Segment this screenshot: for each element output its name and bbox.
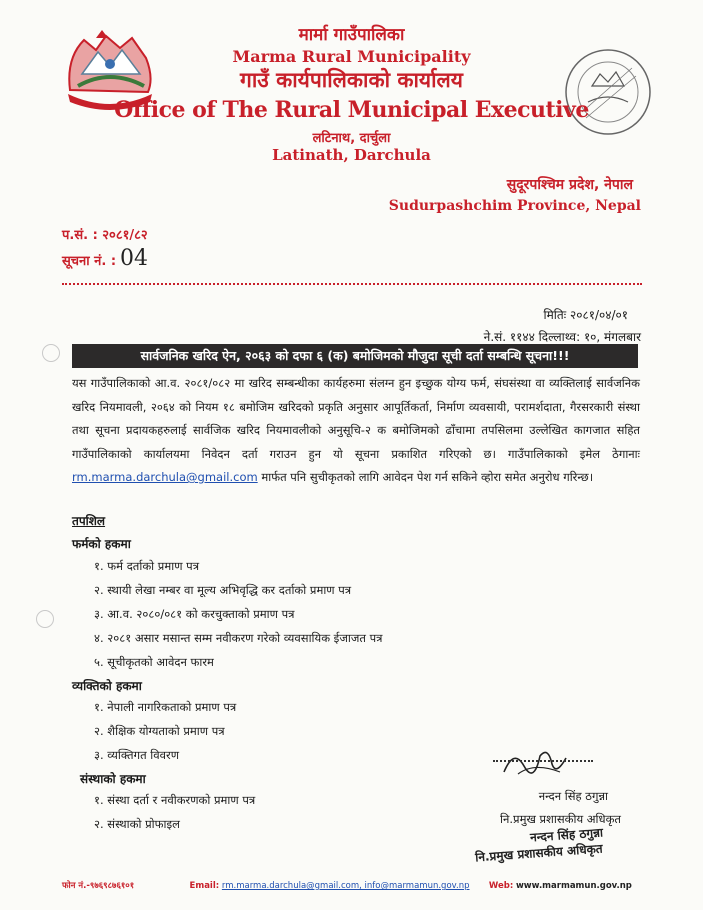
schedule-title: तपशिल	[72, 514, 106, 528]
list-item: ३. आ.व. २०८०/०८१ को करचुक्ताको प्रमाण पत्र	[94, 607, 295, 621]
list-item: ४. २०८१ असार मसान्त सम्म नवीकरण गरेको व्यवसायिक ईजाजत पत्र	[94, 631, 383, 645]
location-nepali: लटिनाथ, दार्चुला	[312, 131, 391, 146]
signature-line	[493, 760, 593, 762]
dotted-divider	[62, 283, 642, 285]
footer-phone: ९७६९८७६१०१	[89, 881, 135, 891]
office-name-english: Office of The Rural Municipal Executive	[114, 97, 589, 123]
footer-web-label: Web:	[488, 881, 514, 891]
punch-hole	[42, 344, 60, 362]
notice-number-value: 04	[120, 246, 149, 271]
list-item: १. संस्था दर्ता र नवीकरणको प्रमाण पत्र	[94, 793, 256, 807]
email-link[interactable]: rm.marma.darchula@gmail.com	[72, 470, 258, 484]
punch-hole	[36, 610, 54, 628]
reference-number: प.सं. : २०८१/८२	[62, 228, 148, 243]
municipality-name-nepali: मार्मा गाउँपालिका	[298, 25, 405, 45]
list-item: ५. सूचीकृतको आवेदन फारम	[94, 655, 214, 669]
location-english: Latinath, Darchula	[272, 146, 431, 164]
organization-heading: संस्थाको हकमा	[80, 772, 146, 786]
footer	[62, 880, 662, 891]
municipality-name-english: Marma Rural Municipality	[232, 47, 471, 66]
notice-number-row	[62, 246, 148, 271]
footer-phone-label: फोन नं.-	[62, 881, 90, 891]
stamp-title: नि.प्रमुख प्रशासकीय अधिकृत	[474, 841, 604, 865]
list-item: १. नेपाली नागरिकताको प्रमाण पत्र	[94, 700, 237, 714]
footer-email-label: Email:	[189, 881, 220, 891]
list-item: २. शैक्षिक योग्यताको प्रमाण पत्र	[94, 724, 225, 738]
date-line: मितिः २०८१/०४/०१	[543, 308, 628, 322]
nepal-sambat-date-line: ने.सं. ११४४ दिल्लाथ्व: १०, मंगलबार	[483, 330, 641, 344]
list-item: २. संस्थाको प्रोफाइल	[94, 817, 180, 831]
list-item: १. फर्म दर्ताको प्रमाण पत्र	[94, 559, 200, 573]
province-english: Sudurpashchim Province, Nepal	[388, 198, 641, 214]
footer-web[interactable]: www.marmamun.gov.np	[515, 881, 632, 891]
stamp-name: नन्दन सिंह ठगुन्ना	[529, 825, 604, 845]
signatory-title: नि.प्रमुख प्रशासकीय अधिकृत	[500, 812, 621, 826]
signatory-name: नन्दन सिंह ठगुन्ना	[538, 789, 608, 803]
signature-icon	[500, 742, 570, 782]
body-text-part2: मार्फत पनि सुचीकृतको लागि आवेदन पेश गर्न सकिने व्होरा समेत अनुरोध गरिन्छ।	[261, 470, 594, 484]
firm-heading: फर्मको हकमा	[72, 537, 131, 551]
individual-heading: व्यक्तिको हकमा	[72, 679, 142, 693]
body-text-part1: यस गाउँपालिकाको आ.व. २०८१/०८२ मा खरिद सम्बन्धीका कार्यहरुमा संलग्न हुन इच्छुक योग्य फर्म, संघसंस्था वा व्यक्तिलाई सार्वजनिक खरिद नियमावली, २०६४ को नियम १८ बमोजिम खरिदको प्रकृति अनुसार आपूर्तिकर्ता, निर्माण व्यवसायी, परामर्शदाता, गैरसरकारी संस्था तथा सूचना प्रदायकहरुलाई सार्वजिक खरिद नियमावलीको अनुसूचि-२ क बमोजिमको ढाँचामा तपसिलमा उल्लेखित कागजात सहित गाउँपालिकाको कार्यालयमा निवेदन दर्ता गराउन हुन यो सूचना प्रकाशित गरिएको छ। गाउँपालिकाको इमेल ठेगानाः	[72, 376, 640, 461]
province-nepali: सुदूरपश्चिम प्रदेश, नेपाल	[506, 177, 633, 193]
list-item: ३. व्यक्तिगत विवरण	[94, 748, 180, 762]
subject-banner: सार्वजनिक खरिद ऐन, २०६३ को दफा ६ (क) बमोजिमको मौजुदा सूची दर्ता सम्बन्धि सूचना!!!	[72, 344, 638, 368]
office-name-nepali: गाउँ कार्यपालिकाको कार्यालय	[240, 68, 463, 92]
footer-emails[interactable]: rm.marma.darchula@gmail.com, info@marmamun.gov.np	[221, 881, 470, 891]
notice-number-label: सूचना नं. :	[62, 254, 117, 269]
list-item: २. स्थायी लेखा नम्बर वा मूल्य अभिवृद्धि कर दर्ताको प्रमाण पत्र	[94, 583, 352, 597]
notice-body	[72, 372, 640, 490]
